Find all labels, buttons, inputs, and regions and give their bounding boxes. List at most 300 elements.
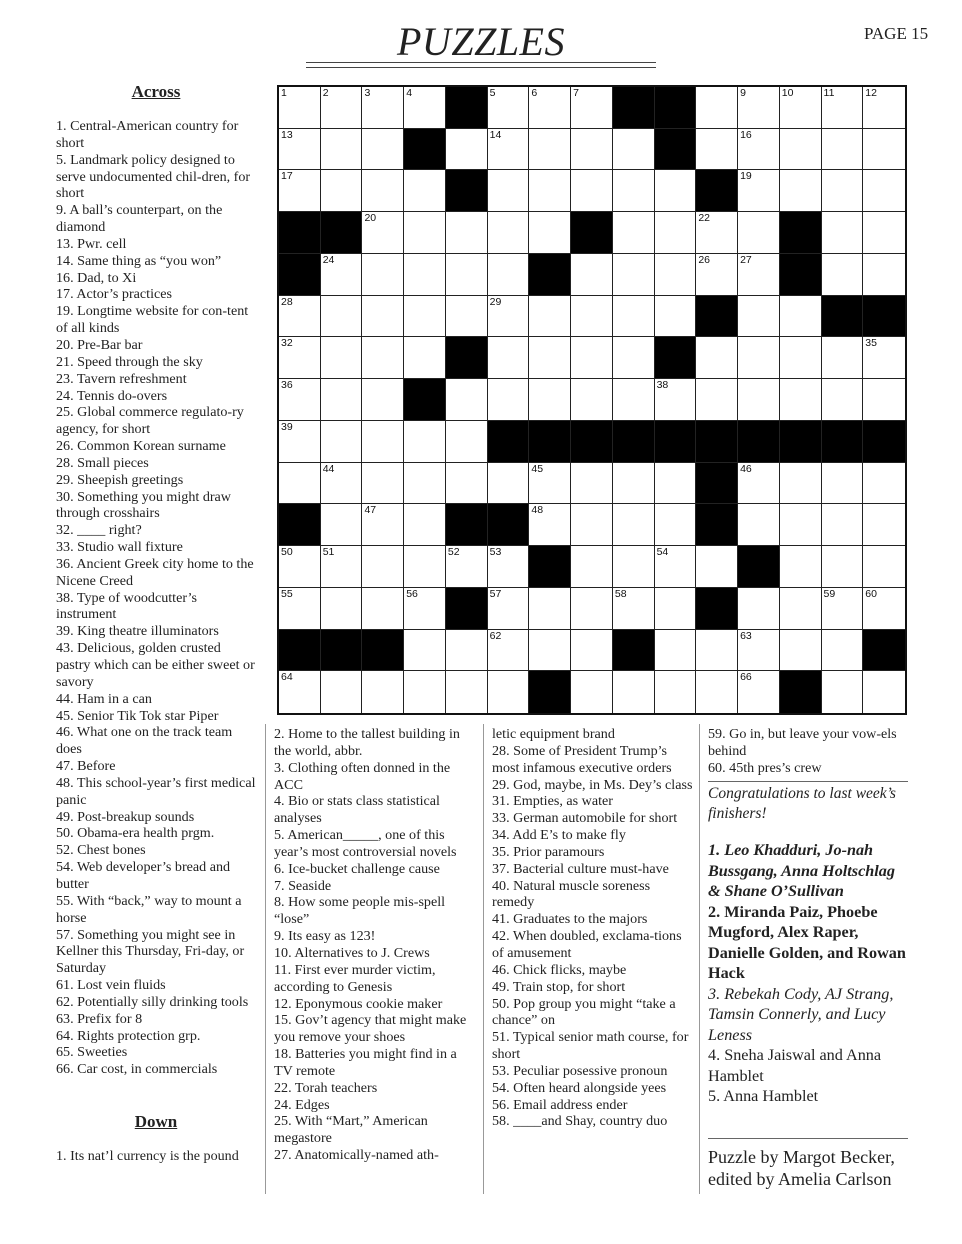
black-square xyxy=(822,296,864,338)
grid-cell[interactable] xyxy=(529,463,571,505)
black-square xyxy=(279,504,321,546)
finisher-first: 1. Leo Khadduri, Jo-nah Bussgang, Anna Holtschlag & Shane O’Sullivan xyxy=(708,841,895,900)
grid-cell[interactable] xyxy=(488,170,530,212)
grid-cell[interactable] xyxy=(321,546,363,588)
grid-cell[interactable] xyxy=(822,504,864,546)
grid-cell[interactable] xyxy=(488,630,530,672)
grid-cell[interactable] xyxy=(696,630,738,672)
grid-cell[interactable] xyxy=(613,170,655,212)
grid-cell[interactable] xyxy=(655,379,697,421)
clue-number: 53 xyxy=(489,546,502,559)
grid-cell[interactable] xyxy=(529,87,571,129)
clue-number: 16 xyxy=(740,128,752,141)
clue: 50. Pop group you might “take a chance” on xyxy=(492,995,676,1029)
clue: 49. Train stop, for short xyxy=(492,978,626,995)
grid-cell[interactable] xyxy=(738,87,780,129)
clue: 9. A ball’s counterpart, on the diamond xyxy=(56,202,223,236)
clue: 66. Car cost, in commercials xyxy=(56,1061,218,1078)
grid-cell[interactable] xyxy=(488,337,530,379)
black-square xyxy=(863,630,905,672)
title-rule-bottom xyxy=(306,67,656,68)
grid-cell[interactable] xyxy=(613,254,655,296)
grid-cell[interactable] xyxy=(822,212,864,254)
grid-cell[interactable] xyxy=(655,546,697,588)
black-square xyxy=(321,212,363,254)
black-square xyxy=(696,504,738,546)
across-heading: Across xyxy=(131,82,181,101)
grid-cell[interactable] xyxy=(529,379,571,421)
finisher-fourth: 4. Sneha Jaiswal and Anna Hamblet xyxy=(708,1046,882,1085)
grid-cell[interactable] xyxy=(362,546,404,588)
black-square xyxy=(696,170,738,212)
clue: 4. Bio or stats class statistical analyses xyxy=(274,793,440,827)
clue: 14. Same thing as “you won” xyxy=(56,252,222,269)
clue: 2. Home to the tallest building in the world, abbr. xyxy=(274,726,460,759)
grid-cell[interactable] xyxy=(446,254,488,296)
grid-cell[interactable] xyxy=(446,546,488,588)
clue: 40. Natural muscle soreness remedy xyxy=(492,877,651,911)
grid-cell[interactable] xyxy=(321,463,363,505)
grid-cell[interactable] xyxy=(488,212,530,254)
clue-number: 26 xyxy=(698,253,711,266)
grid-cell[interactable] xyxy=(279,170,321,212)
grid-cell[interactable] xyxy=(780,504,822,546)
black-square xyxy=(446,588,488,630)
grid-cell[interactable] xyxy=(571,630,613,672)
grid-cell[interactable] xyxy=(362,129,404,171)
grid-cell[interactable] xyxy=(655,463,697,505)
grid-cell[interactable] xyxy=(529,129,571,171)
grid-cell[interactable] xyxy=(738,254,780,296)
black-square xyxy=(571,421,613,463)
black-square xyxy=(404,379,446,421)
grid-cell[interactable] xyxy=(655,630,697,672)
clue: 31. Empties, as water xyxy=(492,793,613,810)
grid-cell[interactable] xyxy=(321,87,363,129)
grid-cell[interactable] xyxy=(446,463,488,505)
clue: 54. Often heard alongside yees xyxy=(492,1079,667,1096)
grid-cell[interactable] xyxy=(446,212,488,254)
grid-cell[interactable] xyxy=(822,337,864,379)
grid-cell[interactable] xyxy=(571,296,613,338)
grid-cell[interactable] xyxy=(822,671,864,713)
grid-cell[interactable] xyxy=(529,212,571,254)
grid-cell[interactable] xyxy=(780,546,822,588)
grid-cell[interactable] xyxy=(655,170,697,212)
grid-cell[interactable] xyxy=(822,254,864,296)
clue: 60. 45th pres’s crew xyxy=(708,759,822,776)
grid-cell[interactable] xyxy=(655,254,697,296)
page-number: PAGE 15 xyxy=(864,24,929,43)
grid-cell[interactable] xyxy=(696,87,738,129)
grid-cell[interactable] xyxy=(738,671,780,713)
grid-cell[interactable] xyxy=(279,546,321,588)
grid-cell[interactable] xyxy=(571,87,613,129)
grid-cell[interactable] xyxy=(822,546,864,588)
grid-cell[interactable] xyxy=(529,337,571,379)
grid-cell[interactable] xyxy=(863,212,905,254)
grid-cell[interactable] xyxy=(362,463,404,505)
clue: 5. Landmark policy designed to serve undocumented chil-dren, for short xyxy=(56,151,251,202)
black-square xyxy=(738,546,780,588)
grid-cell[interactable] xyxy=(446,671,488,713)
grid-cell[interactable] xyxy=(404,212,446,254)
clue-number: 60 xyxy=(865,587,877,600)
grid-cell[interactable] xyxy=(738,588,780,630)
grid-cell[interactable] xyxy=(529,630,571,672)
black-square xyxy=(446,87,488,129)
clue-number: 54 xyxy=(656,546,669,559)
clue: 24. Tennis do-overs xyxy=(56,387,168,404)
clue-number: 52 xyxy=(447,546,460,559)
grid-cell[interactable] xyxy=(404,463,446,505)
grid-cell[interactable] xyxy=(321,421,363,463)
grid-cell[interactable] xyxy=(613,671,655,713)
grid-cell[interactable] xyxy=(529,588,571,630)
grid-cell[interactable] xyxy=(279,588,321,630)
grid-cell[interactable] xyxy=(279,379,321,421)
grid-cell[interactable] xyxy=(738,129,780,171)
grid-cell[interactable] xyxy=(404,546,446,588)
clue-number: 10 xyxy=(781,87,794,99)
grid-cell[interactable] xyxy=(529,170,571,212)
grid-cell[interactable] xyxy=(488,254,530,296)
clue: 50. Obama-era health prgm. xyxy=(56,825,215,842)
clue: 37. Bacterial culture must-have xyxy=(492,860,669,877)
grid-cell[interactable] xyxy=(362,337,404,379)
grid-cell[interactable] xyxy=(696,129,738,171)
grid-cell[interactable] xyxy=(362,671,404,713)
grid-cell[interactable] xyxy=(404,254,446,296)
grid-cell[interactable] xyxy=(696,212,738,254)
grid-cell[interactable] xyxy=(613,546,655,588)
grid-cell[interactable] xyxy=(822,170,864,212)
grid-cell[interactable] xyxy=(404,588,446,630)
clue: 1. Central-American country for short xyxy=(56,118,239,151)
grid-cell[interactable] xyxy=(279,129,321,171)
grid-cell[interactable] xyxy=(863,671,905,713)
column-divider xyxy=(699,724,700,1194)
grid-cell[interactable] xyxy=(738,379,780,421)
clue: 51. Typical senior math course, for short xyxy=(492,1029,689,1063)
grid-cell[interactable] xyxy=(571,170,613,212)
clue: 11. First ever murder victim, according to Genesis xyxy=(274,961,436,995)
clue: 56. Email address ender xyxy=(492,1096,628,1113)
grid-cell[interactable] xyxy=(404,671,446,713)
grid-cell[interactable] xyxy=(529,296,571,338)
grid-cell[interactable] xyxy=(404,421,446,463)
clue-number: 51 xyxy=(322,546,335,559)
clue: 53. Peculiar posessive pronoun xyxy=(492,1062,668,1079)
black-square xyxy=(696,421,738,463)
down-heading: Down xyxy=(134,1112,178,1131)
grid-cell[interactable] xyxy=(529,504,571,546)
clue-number: 12 xyxy=(865,87,877,99)
grid-cell[interactable] xyxy=(362,379,404,421)
grid-cell[interactable] xyxy=(655,296,697,338)
grid-cell[interactable] xyxy=(571,546,613,588)
clue-number: 63 xyxy=(740,629,752,642)
grid-cell[interactable] xyxy=(780,379,822,421)
clue-number: 57 xyxy=(489,587,502,600)
grid-cell[interactable] xyxy=(279,671,321,713)
grid-cell[interactable] xyxy=(279,463,321,505)
grid-cell[interactable] xyxy=(571,129,613,171)
grid-cell[interactable] xyxy=(362,87,404,129)
grid-cell[interactable] xyxy=(488,671,530,713)
grid-cell[interactable] xyxy=(863,129,905,171)
grid-cell[interactable] xyxy=(571,504,613,546)
grid-cell[interactable] xyxy=(321,379,363,421)
grid-cell[interactable] xyxy=(279,421,321,463)
clue-number: 46 xyxy=(740,462,752,475)
black-square xyxy=(655,337,697,379)
grid-cell[interactable] xyxy=(362,170,404,212)
grid-cell[interactable] xyxy=(780,296,822,338)
black-square xyxy=(488,504,530,546)
black-square xyxy=(613,421,655,463)
down-clues-col2 xyxy=(274,726,476,1164)
grid-cell[interactable] xyxy=(863,170,905,212)
grid-cell[interactable] xyxy=(655,504,697,546)
grid-cell[interactable] xyxy=(613,379,655,421)
grid-cell[interactable] xyxy=(571,254,613,296)
black-square xyxy=(446,337,488,379)
grid-cell[interactable] xyxy=(446,630,488,672)
clue: 33. German automobile for short xyxy=(492,810,678,827)
clue: 45. Senior Tik Tok star Piper xyxy=(56,707,219,724)
divider xyxy=(708,1138,908,1139)
grid-cell[interactable] xyxy=(488,129,530,171)
grid-cell[interactable] xyxy=(822,463,864,505)
clue: 26. Common Korean surname xyxy=(56,438,226,455)
grid-cell[interactable] xyxy=(321,671,363,713)
grid-cell[interactable] xyxy=(780,630,822,672)
grid-cell[interactable] xyxy=(655,671,697,713)
grid-cell[interactable] xyxy=(571,463,613,505)
clue-number: 17 xyxy=(281,170,293,183)
grid-cell[interactable] xyxy=(780,337,822,379)
grid-cell[interactable] xyxy=(488,379,530,421)
black-square xyxy=(863,421,905,463)
clue-number: 56 xyxy=(406,587,418,600)
clue: 27. Anatomically-named ath- xyxy=(274,1147,439,1164)
clue-number: 58 xyxy=(614,587,627,600)
grid-cell[interactable] xyxy=(362,212,404,254)
grid-cell[interactable] xyxy=(655,588,697,630)
grid-cell[interactable] xyxy=(404,630,446,672)
grid-cell[interactable] xyxy=(822,379,864,421)
grid-cell[interactable] xyxy=(321,170,363,212)
black-square xyxy=(655,129,697,171)
clue: 52. Chest bones xyxy=(56,842,146,859)
grid-cell[interactable] xyxy=(446,379,488,421)
clue: 47. Before xyxy=(56,758,116,775)
grid-cell[interactable] xyxy=(780,170,822,212)
grid-cell[interactable] xyxy=(613,504,655,546)
black-square xyxy=(780,421,822,463)
grid-cell[interactable] xyxy=(738,337,780,379)
grid-cell[interactable] xyxy=(822,630,864,672)
clue-number: 32 xyxy=(281,337,293,350)
grid-cell[interactable] xyxy=(822,129,864,171)
grid-cell[interactable] xyxy=(446,421,488,463)
grid-cell[interactable] xyxy=(571,588,613,630)
grid-cell[interactable] xyxy=(362,421,404,463)
down-clues-col1 xyxy=(56,1148,256,1165)
finishers-list xyxy=(708,784,908,1107)
clue-number: 35 xyxy=(865,337,877,350)
clue-number: 44 xyxy=(322,462,335,475)
grid-cell[interactable] xyxy=(780,588,822,630)
finishers-intro: Congratulations to last week’s finishers! xyxy=(708,785,896,822)
grid-cell[interactable] xyxy=(488,463,530,505)
clue-number: 19 xyxy=(740,170,752,183)
clue-number: 62 xyxy=(489,629,502,642)
black-square xyxy=(446,504,488,546)
grid-cell[interactable] xyxy=(863,87,905,129)
grid-cell[interactable] xyxy=(738,504,780,546)
grid-cell[interactable] xyxy=(863,254,905,296)
clue-number: 2 xyxy=(322,87,329,99)
clue: 58. ____and Shay, country duo xyxy=(492,1113,668,1130)
grid-cell[interactable] xyxy=(362,296,404,338)
clue: 61. Lost vein fluids xyxy=(56,977,166,994)
clue-number: 5 xyxy=(489,87,496,99)
clue-number: 3 xyxy=(364,87,371,99)
grid-cell[interactable] xyxy=(696,337,738,379)
clue-number: 29 xyxy=(489,295,502,308)
grid-cell[interactable] xyxy=(404,504,446,546)
grid-cell[interactable] xyxy=(404,87,446,129)
clue: 32. ____ right? xyxy=(56,522,142,539)
grid-cell[interactable] xyxy=(404,296,446,338)
grid-cell[interactable] xyxy=(279,337,321,379)
black-square xyxy=(321,630,363,672)
grid-cell[interactable] xyxy=(362,588,404,630)
clue-number: 55 xyxy=(281,587,293,600)
grid-cell[interactable] xyxy=(780,129,822,171)
clue: 48. This school-year’s first medical panic xyxy=(56,774,256,808)
grid-cell[interactable] xyxy=(279,87,321,129)
grid-cell[interactable] xyxy=(488,296,530,338)
grid-cell[interactable] xyxy=(321,296,363,338)
clue-number: 39 xyxy=(281,420,293,433)
clue: 28. Small pieces xyxy=(56,454,149,471)
grid-cell[interactable] xyxy=(863,504,905,546)
clue: 20. Pre-Bar bar xyxy=(56,336,143,353)
clue-number: 27 xyxy=(740,253,752,266)
grid-cell[interactable] xyxy=(863,379,905,421)
clue: 54. Web developer’s bread and butter xyxy=(56,859,231,892)
grid-cell[interactable] xyxy=(279,296,321,338)
clue: 63. Prefix for 8 xyxy=(56,1010,143,1027)
grid-cell[interactable] xyxy=(863,588,905,630)
divider xyxy=(708,781,908,782)
grid-cell[interactable] xyxy=(571,379,613,421)
grid-cell[interactable] xyxy=(822,588,864,630)
grid-cell[interactable] xyxy=(863,463,905,505)
grid-cell[interactable] xyxy=(738,463,780,505)
grid-cell[interactable] xyxy=(780,463,822,505)
grid-cell[interactable] xyxy=(321,337,363,379)
black-square xyxy=(696,463,738,505)
grid-cell[interactable] xyxy=(613,212,655,254)
clue-number: 50 xyxy=(281,546,293,559)
clue-number: 11 xyxy=(823,87,835,99)
grid-cell[interactable] xyxy=(613,588,655,630)
grid-cell[interactable] xyxy=(362,504,404,546)
grid-cell[interactable] xyxy=(696,254,738,296)
grid-cell[interactable] xyxy=(488,87,530,129)
crossword-grid[interactable] xyxy=(277,85,907,715)
grid-cell[interactable] xyxy=(696,671,738,713)
page-title: PUZZLES xyxy=(397,19,565,64)
grid-cell[interactable] xyxy=(321,588,363,630)
grid-cell[interactable] xyxy=(613,337,655,379)
grid-cell[interactable] xyxy=(863,546,905,588)
clue: 19. Longtime website for con-tent of all kinds xyxy=(56,303,249,337)
black-square xyxy=(780,671,822,713)
grid-cell[interactable] xyxy=(446,129,488,171)
clue-number: 1 xyxy=(281,87,287,99)
grid-cell[interactable] xyxy=(613,296,655,338)
clue-number: 13 xyxy=(281,128,293,141)
grid-cell[interactable] xyxy=(571,337,613,379)
grid-cell[interactable] xyxy=(404,337,446,379)
grid-cell[interactable] xyxy=(738,296,780,338)
clue-number: 9 xyxy=(740,87,746,99)
grid-cell[interactable] xyxy=(613,129,655,171)
black-square xyxy=(738,421,780,463)
clue-number: 64 xyxy=(281,671,293,684)
clue-number: 36 xyxy=(281,379,293,392)
grid-cell[interactable] xyxy=(404,170,446,212)
black-square xyxy=(404,129,446,171)
grid-cell[interactable] xyxy=(696,379,738,421)
clue: 62. Potentially silly drinking tools xyxy=(56,993,249,1010)
grid-cell[interactable] xyxy=(446,296,488,338)
grid-cell[interactable] xyxy=(321,254,363,296)
clue-number: 14 xyxy=(489,128,502,141)
grid-cell[interactable] xyxy=(738,170,780,212)
grid-cell[interactable] xyxy=(738,630,780,672)
grid-cell[interactable] xyxy=(321,504,363,546)
clue: 25. Global commerce regulato-ry agency, for short xyxy=(56,404,244,438)
grid-cell[interactable] xyxy=(613,463,655,505)
clue: 42. When doubled, exclama-tions of amusement xyxy=(492,928,682,961)
grid-cell[interactable] xyxy=(863,337,905,379)
grid-cell[interactable] xyxy=(488,546,530,588)
grid-cell[interactable] xyxy=(780,87,822,129)
clue: 46. What one on the track team does xyxy=(56,724,233,758)
clue: 23. Tavern refreshment xyxy=(56,370,187,387)
black-square xyxy=(279,254,321,296)
grid-cell[interactable] xyxy=(362,254,404,296)
black-square xyxy=(822,421,864,463)
black-square xyxy=(529,254,571,296)
clue-number: 6 xyxy=(531,87,538,99)
grid-cell[interactable] xyxy=(488,588,530,630)
grid-cell[interactable] xyxy=(822,87,864,129)
grid-cell[interactable] xyxy=(655,212,697,254)
black-square xyxy=(362,630,404,672)
black-square xyxy=(571,212,613,254)
grid-cell[interactable] xyxy=(571,671,613,713)
grid-cell[interactable] xyxy=(321,129,363,171)
grid-cell[interactable] xyxy=(696,546,738,588)
grid-cell[interactable] xyxy=(738,212,780,254)
